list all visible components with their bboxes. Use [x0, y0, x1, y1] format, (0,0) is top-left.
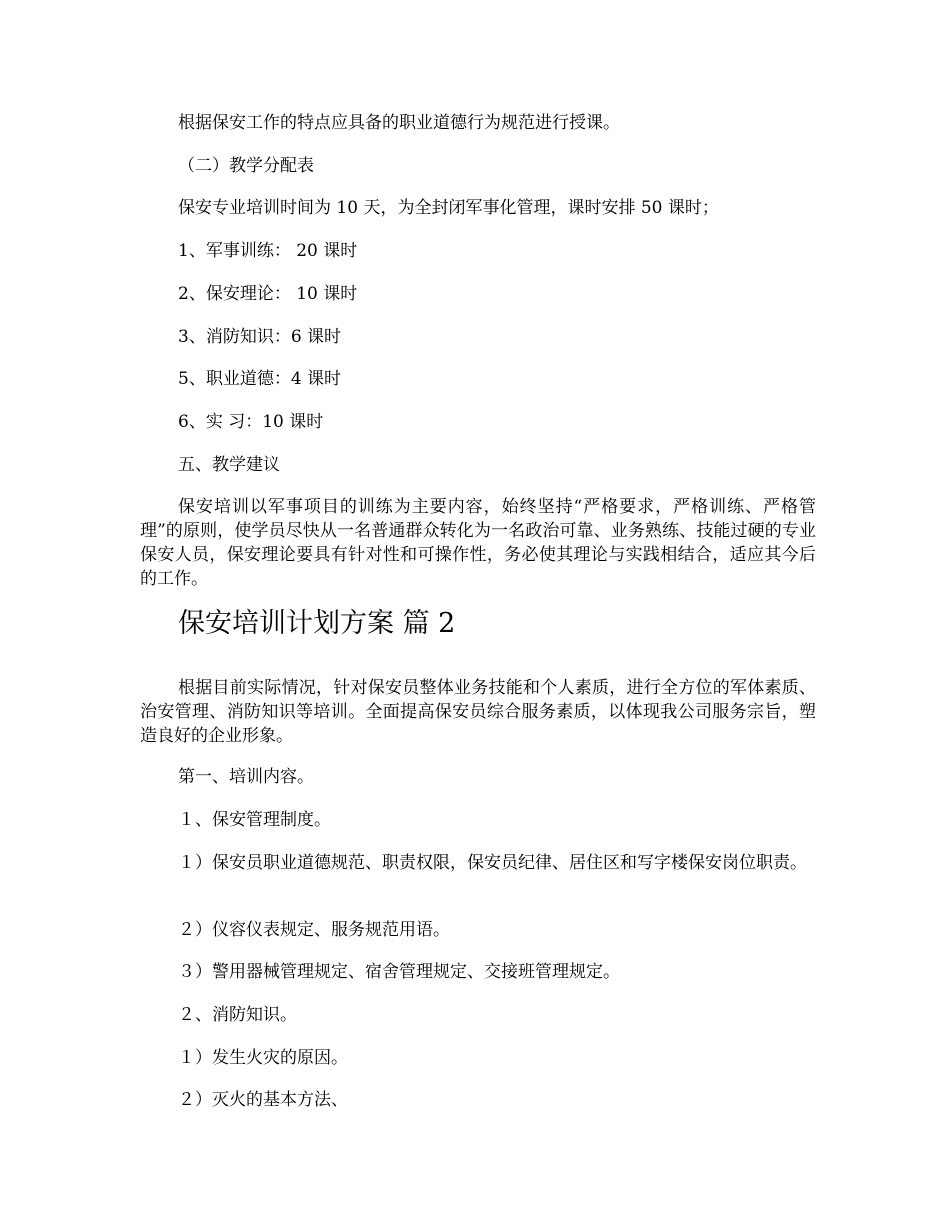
item2-sub2-extinguish-methods: ２）灭火的基本方法、	[178, 1090, 348, 1110]
intro-line: 根据保安工作的特点应具备的职业道德行为规范进行授课。	[178, 113, 620, 133]
schedule-item-professional-ethics: 5、职业道德：4 课时	[178, 369, 342, 389]
schedule-item-internship: 6、实 习：10 课时	[178, 412, 324, 432]
suggestion-paragraph: 保安培训以军事项目的训练为主要内容，始终坚持“严格要求，严格训练、严格管理”的原则，使学员尽快从一名普通群众转化为一名政治可靠、业务熟练、技能过硬的专业保安人员，保安理论要具有针对性和可操作性，务必使其理论与实践相结合，适应其今后的工作。	[140, 497, 816, 589]
schedule-summary: 保安专业培训时间为 10 天，为全封闭军事化管理，课时安排 50 课时；	[178, 198, 719, 218]
item1-title-management-system: １、保安管理制度。	[178, 810, 331, 830]
item1-sub1-ethics-duties: １）保安员职业道德规范、职责权限，保安员纪律、居住区和写字楼保安岗位职责。	[178, 853, 807, 873]
training-content-title: 第一、培训内容。	[178, 767, 314, 787]
sub-heading-teaching-allocation: （二）教学分配表	[178, 156, 314, 176]
section-heading-plan-2: 保安培训计划方案 篇 2	[178, 608, 456, 639]
item1-sub2-appearance: ２）仪容仪表规定、服务规范用语。	[178, 920, 450, 940]
schedule-item-fire-knowledge: 3、消防知识：6 课时	[178, 327, 342, 347]
item1-sub3-equipment-rules: ３）警用器械管理规定、宿舍管理规定、交接班管理规定。	[178, 962, 620, 982]
schedule-item-military-training: 1、军事训练： 20 课时	[178, 241, 358, 261]
item2-sub1-fire-causes: １）发生火灾的原因。	[178, 1048, 348, 1068]
plan2-intro-paragraph: 根据目前实际情况，针对保安员整体业务技能和个人素质，进行全方位的军体素质、治安管理、消防知识等培训。全面提高保安员综合服务素质，以体现我公司服务宗旨，塑造良好的企业形象。	[140, 678, 816, 746]
schedule-item-security-theory: 2、保安理论： 10 课时	[178, 284, 358, 304]
section-title-teaching-suggestions: 五、教学建议	[178, 455, 280, 475]
item2-title-fire-knowledge: ２、消防知识。	[178, 1005, 297, 1025]
